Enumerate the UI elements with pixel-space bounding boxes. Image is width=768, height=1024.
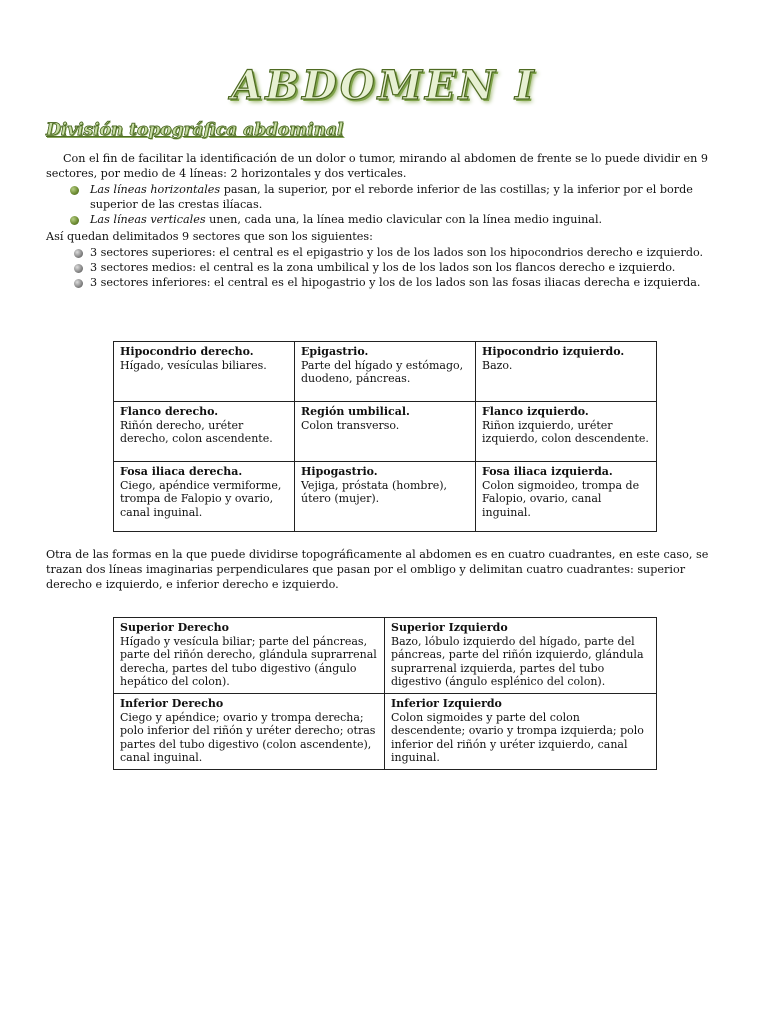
horizontal-lines-lead: Las líneas horizontales [90,183,221,196]
table-cell [114,342,295,402]
page-title: ABDOMEN I [231,62,537,109]
table-cell [114,402,295,462]
cell-body: Colon sigmoides y parte del colon descendente; ovario y trompa izquierda; polo inferior del riñón y uréter izquierdo, canal inguinal. [391,710,644,765]
quadrants-paragraph: Otra de las formas en la que puede dividirse topográficamente al abdomen es en cuatro cuadrantes, en este caso, se trazan dos líneas imaginarias perpendiculares que pasan por el ombligo y delimitan cuatro cuadrantes: superior derecho e izquierdo, e inferior derecho e izquierdo. [46,548,709,592]
cell-title: Región umbilical. [301,405,410,418]
list-item [46,275,722,290]
cell-body: Colon transverso. [301,418,400,432]
cell-title: Fosa iliaca izquierda. [482,465,613,478]
intro-paragraph: Con el fin de facilitar la identificación de un dolor o tumor, mirando al abdomen de frente se lo puede dividir en 9 sectores, por medio de 4 líneas: 2 horizontales y dos verticales. [46,152,709,181]
cell-body: Vejiga, próstata (hombre), útero (mujer). [301,478,448,506]
table-cell [385,618,657,694]
sector-text: 3 sectores medios: el central es la zona umbilical y los de los lados son los flancos derecho e izquierdo. [90,261,676,275]
list-item [46,212,722,227]
table-cell [476,402,657,462]
cell-body: Hígado y vesícula biliar; parte del páncreas, parte del riñón derecho, glándula suprarrenal derecha, partes del tubo digestivo (ángulo hepático del colon). [120,634,377,689]
nine-regions-table [113,341,657,532]
table-cell [476,462,657,532]
cell-body: Riñón derecho, uréter derecho, colon ascendente. [120,418,273,446]
cell-body: Riñon izquierdo, uréter izquierdo, colon descendente. [482,418,649,446]
table-row [114,462,657,532]
cell-body: Ciego, apéndice vermiforme, trompa de Falopio y ovario, canal inguinal. [120,478,282,519]
cell-body: Bazo, lóbulo izquierdo del hígado, parte del páncreas, parte del riñón izquierdo, glándula suprarrenal izquierda, partes del tubo digestivo (ángulo esplénico del colon). [391,634,644,689]
cell-title: Superior Izquierdo [391,621,508,634]
table-cell [476,342,657,402]
cell-title: Hipocondrio derecho. [120,345,254,358]
cell-body: Bazo. [482,358,513,372]
bullet-icon [74,249,83,258]
list-item [46,182,722,212]
bullet-icon [70,216,79,225]
cell-title: Flanco derecho. [120,405,219,418]
table-row [114,618,657,694]
cell-title: Superior Derecho [120,621,229,634]
horizontal-lines-text: pasan, la superior, por el reborde inferior de las costillas; y la inferior por el borde superior de las crestas ilíacas. [90,183,693,212]
cell-title: Hipocondrio izquierdo. [482,345,625,358]
bullet-icon [74,264,83,273]
sector-text: 3 sectores inferiores: el central es el hipogastrio y los de los lados son las fosas iliacas derecha e izquierda. [90,276,701,290]
list-item [46,245,722,260]
sectors-list [46,245,722,291]
lines-list [46,182,722,228]
cell-body: Hígado, vesículas biliares. [120,358,267,372]
table-row [114,693,657,769]
section-subtitle: División topográfica abdominal [46,120,344,140]
cell-body: Parte del hígado y estómago, duodeno, páncreas. [301,358,464,386]
cell-title: Epigastrio. [301,345,369,358]
table-cell [295,402,476,462]
sectors-intro: Así quedan delimitados 9 sectores que son los siguientes: [46,230,373,243]
table-cell [295,342,476,402]
cell-body: Colon sigmoideo, trompa de Falopio, ovario, canal inguinal. [482,478,640,519]
vertical-lines-text: unen, cada una, la línea medio clavicular con la línea medio inguinal. [205,213,603,227]
list-item [46,260,722,275]
bullet-icon [70,186,79,195]
cell-title: Fosa iliaca derecha. [120,465,243,478]
table-cell [114,462,295,532]
table-cell [114,693,385,769]
sector-text: 3 sectores superiores: el central es el epigastrio y los de los lados son los hipocondrios derecho e izquierdo. [90,246,704,259]
quadrants-table [113,617,657,770]
table-cell [385,693,657,769]
table-cell [114,618,385,694]
vertical-lines-lead: Las líneas verticales [90,213,206,227]
cell-title: Hipogastrio. [301,465,378,478]
bullet-icon [74,279,83,288]
cell-title: Flanco izquierdo. [482,405,589,418]
cell-title: Inferior Izquierdo [391,696,502,710]
table-row [114,342,657,402]
cell-body: Ciego y apéndice; ovario y trompa derecha; polo inferior del riñón y uréter derecho; otras partes del tubo digestivo (colon ascendente), canal inguinal. [120,710,376,765]
cell-title: Inferior Derecho [120,696,224,710]
table-cell [295,462,476,532]
table-row [114,402,657,462]
